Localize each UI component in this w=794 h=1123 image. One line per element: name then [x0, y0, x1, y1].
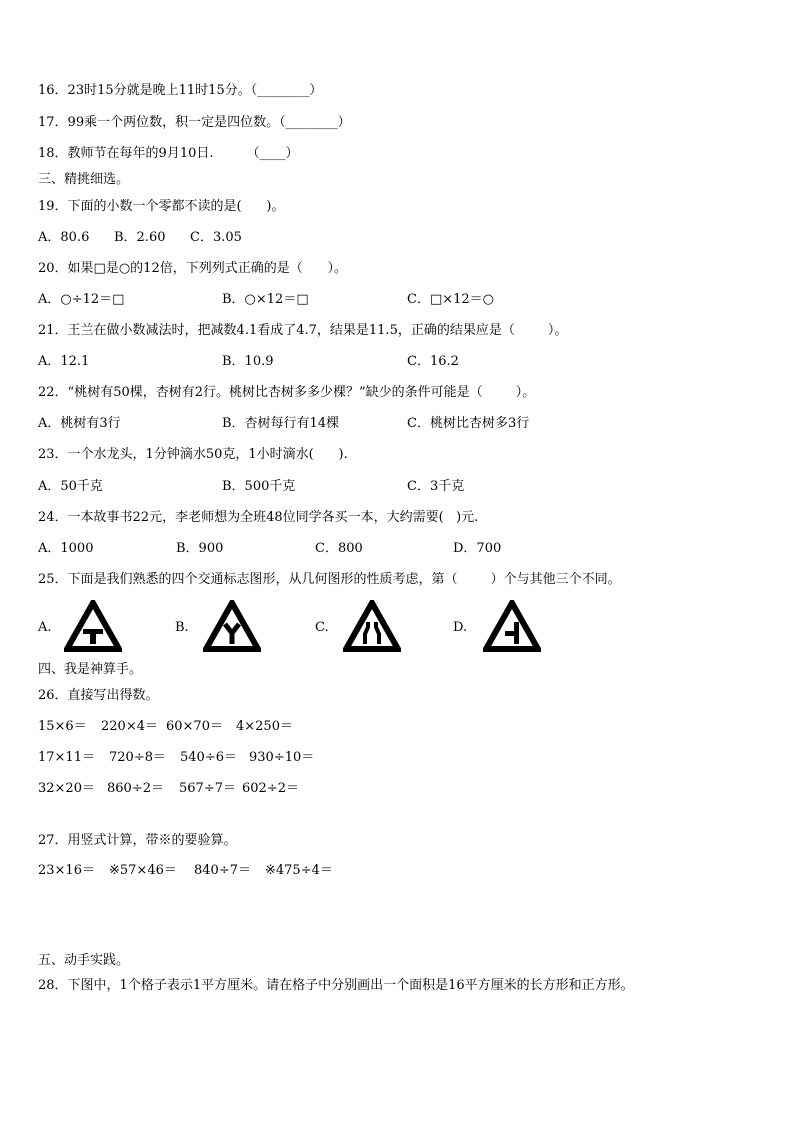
- question-19: 19．下面的小数一个零都不读的是( )。: [38, 199, 285, 214]
- section-3-heading: 三、精挑细选。: [38, 172, 130, 187]
- q21-option-b: B．10.9: [222, 354, 274, 369]
- q19-option-a: A．80.6: [38, 230, 90, 245]
- q19-option-b: B．2.60: [114, 230, 166, 245]
- q26-item: 17×11＝: [38, 750, 95, 765]
- q26-item: 602÷2＝: [242, 781, 299, 796]
- q26-item: 930÷10＝: [249, 750, 315, 765]
- q25-label-c: C.: [315, 620, 329, 635]
- q24-option-b: B．900: [176, 541, 224, 556]
- question-25: 25．下面是我们熟悉的四个交通标志图形，从几何图形的性质考虑，第（ ）个与其他三个不同。: [38, 572, 621, 587]
- question-23: 23．一个水龙头，1分钟滴水50克，1小时滴水( ).: [38, 447, 348, 462]
- q24-option-d: D．700: [453, 541, 502, 556]
- q22-option-a: A．桃树有3行: [38, 416, 121, 431]
- q26-item: 4×250＝: [236, 719, 293, 734]
- question-27: 27．用竖式计算，带※的要验算。: [38, 833, 237, 848]
- question-20: 20．如果□是○的12倍，下列列式正确的是（ ）。: [38, 261, 348, 276]
- question-17: 17．99乘一个两位数，积一定是四位数。（________）: [38, 115, 351, 130]
- q21-option-c: C．16.2: [407, 354, 459, 369]
- q26-item: 567÷7＝: [179, 781, 236, 796]
- question-16: 16．23时15分就是晚上11时15分。（________）: [38, 83, 323, 98]
- q26-item: 720÷8＝: [109, 750, 166, 765]
- question-26: 26．直接写出得数。: [38, 688, 159, 703]
- q26-item: 32×20＝: [38, 781, 95, 796]
- question-21: 21．王兰在做小数减法时，把减数4.1看成了4.7，结果是11.5，正确的结果应是（ ）。: [38, 323, 568, 338]
- q27-item: 23×16＝: [38, 863, 95, 878]
- q20-option-a: A．○÷12＝□: [38, 292, 125, 307]
- q25-label-d: D.: [453, 620, 468, 635]
- side-road-sign-icon: [483, 600, 541, 652]
- q24-option-a: A．1000: [38, 541, 94, 556]
- q24-option-c: C．800: [315, 541, 363, 556]
- q19-option-c: C．3.05: [190, 230, 242, 245]
- question-28: 28．下图中，1个格子表示1平方厘米。请在格子中分别画出一个面积是16平方厘米的长方形和正方形。: [38, 978, 634, 993]
- t-junction-sign-icon: [64, 600, 122, 652]
- q23-option-a: A．50千克: [38, 479, 103, 494]
- y-fork-sign-icon: [203, 600, 261, 652]
- q26-item: 220×4＝: [101, 719, 158, 734]
- q23-option-c: C．3千克: [407, 479, 465, 494]
- section-5-heading: 五、动手实践。: [38, 953, 130, 968]
- q25-label-b: B.: [175, 620, 189, 635]
- q21-option-a: A．12.1: [38, 354, 90, 369]
- q22-option-b: B．杏树每行有14棵: [222, 416, 340, 431]
- question-18: 18．教师节在每年的9月10日. （____）: [38, 146, 299, 161]
- q25-label-a: A.: [38, 620, 52, 635]
- road-narrows-sign-icon: [343, 600, 401, 652]
- q26-item: 540÷6＝: [180, 750, 237, 765]
- q27-item: ※57×46＝: [109, 863, 177, 878]
- q26-item: 15×6＝: [38, 719, 87, 734]
- q27-item: 840÷7＝: [194, 863, 251, 878]
- q26-item: 60×70＝: [166, 719, 223, 734]
- question-24: 24．一本故事书22元，李老师想为全班48位同学各买一本，大约需要( )元.: [38, 510, 479, 525]
- q23-option-b: B．500千克: [222, 479, 296, 494]
- q26-item: 860÷2＝: [107, 781, 164, 796]
- q20-option-b: B．○×12＝□: [222, 292, 309, 307]
- q20-option-c: C．□×12＝○: [407, 292, 495, 307]
- q27-item: ※475÷4＝: [265, 863, 333, 878]
- question-22: 22．“桃树有50棵，杏树有2行。桃树比杏树多多少棵？”缺少的条件可能是（ ）。: [38, 385, 536, 400]
- q22-option-c: C．桃树比杏树多3行: [407, 416, 530, 431]
- section-4-heading: 四、我是神算手。: [38, 662, 143, 677]
